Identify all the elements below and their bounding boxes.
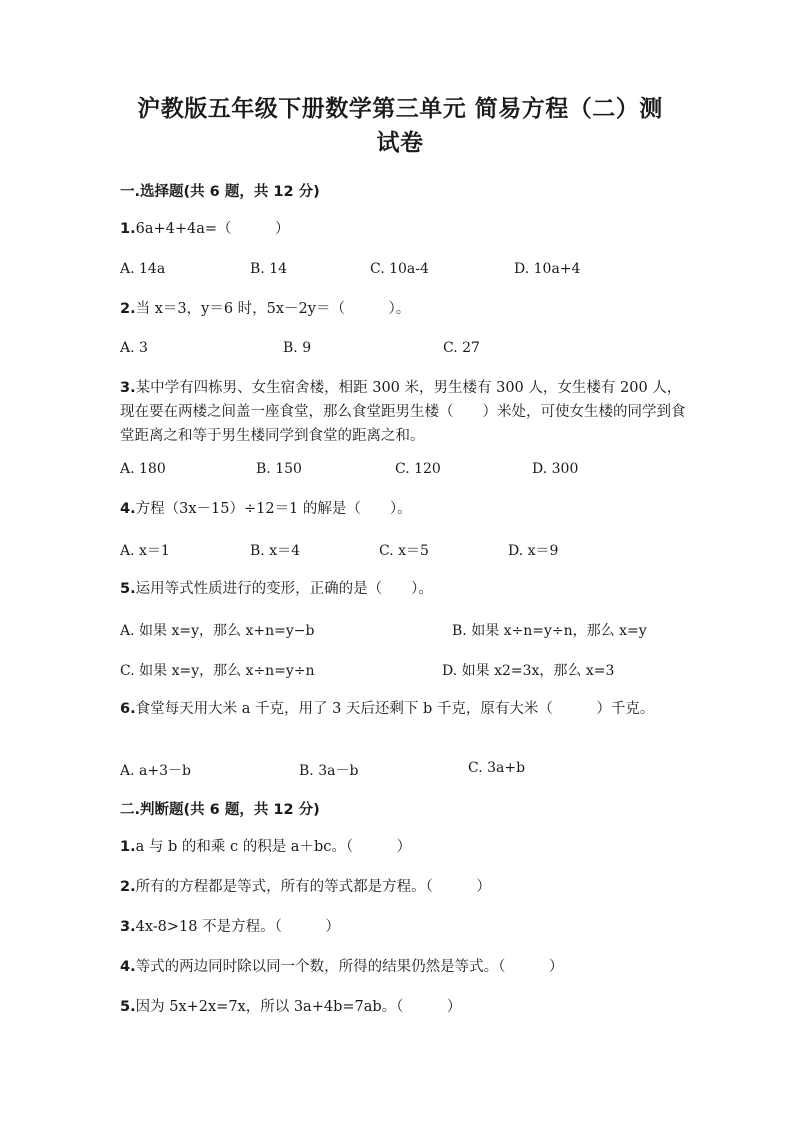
- option-d: D. 10a+4: [514, 261, 581, 277]
- option-a: A. 14a: [120, 261, 166, 277]
- question-text: 当 x＝3，y＝6 时，5x－2y＝（ ）。: [135, 301, 411, 317]
- judgement-2: [120, 876, 690, 898]
- option-a: A. x＝1: [120, 543, 170, 559]
- question-1: [120, 218, 690, 240]
- option-c: C. 如果 x=y，那么 x÷n=y÷n: [120, 663, 315, 679]
- option-b: B. 150: [256, 461, 302, 477]
- option-c: C. 10a-4: [370, 261, 429, 277]
- section-heading-choice: 一.选择题(共 6 题，共 12 分): [120, 184, 320, 200]
- question-number: 4 .: [120, 959, 136, 975]
- judgement-3: [120, 916, 690, 938]
- question-number: 2 .: [120, 301, 136, 317]
- question-2: [120, 298, 690, 320]
- question-text: a 与 b 的和乘 c 的积是 a＋bc。（ ）: [135, 839, 412, 855]
- section-heading-judgement: 二.判断题(共 6 题，共 12 分): [120, 802, 320, 818]
- option-d: D. 300: [532, 461, 579, 477]
- option-c: C. x＝5: [379, 543, 429, 559]
- question-text: 因为 5x+2x=7x，所以 3a+4b=7ab。（ ）: [135, 999, 462, 1015]
- option-b: B. 如果 x÷n=y÷n，那么 x=y: [452, 623, 647, 639]
- question-number: 6 .: [120, 701, 136, 717]
- option-d: D. x＝9: [508, 543, 559, 559]
- judgement-4: [120, 956, 690, 978]
- option-a: A. 如果 x=y，那么 x+n=y−b: [120, 623, 315, 639]
- question-text: 6a+4+4a=（ ）: [135, 221, 290, 237]
- option-b: B. 3a－b: [299, 763, 359, 779]
- question-text: 等式的两边同时除以同一个数，所得的结果仍然是等式。（ ）: [135, 959, 564, 975]
- judgement-5: [120, 996, 690, 1018]
- option-d: D. 如果 x2=3x，那么 x=3: [442, 663, 615, 679]
- question-6: [120, 698, 700, 720]
- option-b: B. 14: [250, 261, 288, 277]
- question-text: 所有的方程都是等式，所有的等式都是方程。（ ）: [135, 879, 491, 895]
- question-number: 4 .: [120, 501, 136, 517]
- question-3: [120, 376, 690, 448]
- question-number: 2 .: [120, 879, 136, 895]
- option-c: C. 3a+b: [468, 760, 526, 776]
- question-number: 5 .: [120, 581, 136, 597]
- option-c: C. 27: [443, 340, 480, 356]
- title-line-1: 沪教版五年级下册数学第三单元 简易方程（二）测: [137, 95, 663, 122]
- question-number: 1 .: [120, 221, 136, 237]
- option-c: C. 120: [395, 461, 441, 477]
- option-b: B. x＝4: [250, 543, 300, 559]
- question-5: [120, 578, 690, 600]
- question-number: 3 .: [120, 919, 136, 935]
- question-text: 4x-8>18 不是方程。（ ）: [135, 919, 340, 935]
- page-title: [100, 92, 700, 160]
- question-number: 1 .: [120, 839, 136, 855]
- title-line-2: 试卷: [376, 129, 424, 156]
- judgement-1: [120, 836, 690, 858]
- question-text: 某中学有四栋男、女生宿舍楼，相距 300 米，男生楼有 300 人，女生楼有 200 人，现在要在两楼之间盖一座食堂，那么食堂距男生楼（ ）米处，可使女生楼的同学到食堂距离之和等于男生楼同学到食堂的距离之和。: [120, 380, 686, 444]
- option-a: A. a+3－b: [120, 763, 191, 779]
- question-text: 食堂每天用大米 a 千克，用了 3 天后还剩下 b 千克，原有大米（ ）千克。: [135, 701, 655, 717]
- question-number: 3 .: [120, 380, 136, 396]
- question-text: 方程（3x－15）÷12＝1 的解是（ ）。: [135, 501, 412, 517]
- question-number: 5 .: [120, 999, 136, 1015]
- option-b: B. 9: [283, 340, 312, 356]
- question-text: 运用等式性质进行的变形，正确的是（ ）。: [135, 581, 433, 597]
- option-a: A. 3: [120, 340, 148, 356]
- question-4: [120, 498, 690, 520]
- option-a: A. 180: [120, 461, 166, 477]
